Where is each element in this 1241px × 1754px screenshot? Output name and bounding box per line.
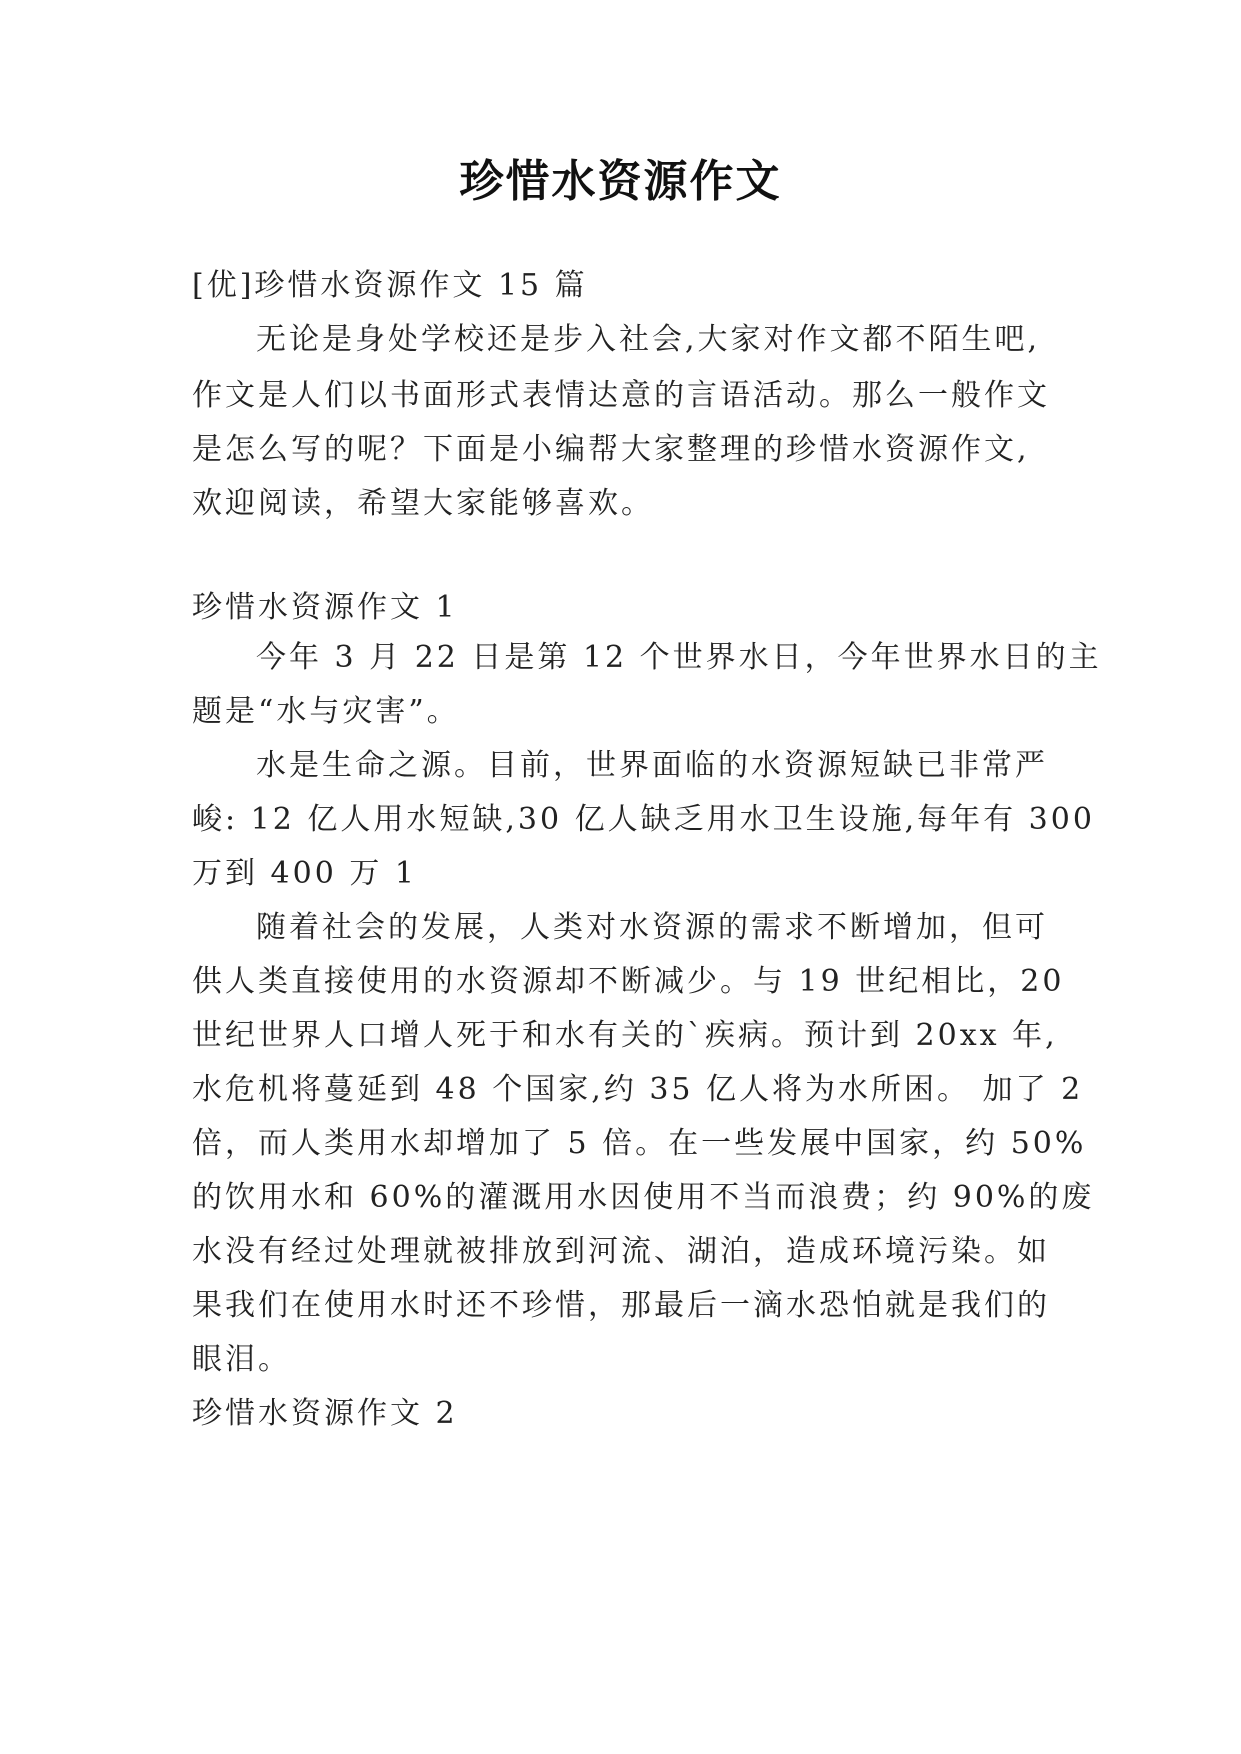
intro-line-1: 无论是身处学校还是步入社会,大家对作文都不陌生吧, [256,322,1041,357]
section-1-p2-line-1: 水是生命之源。目前，世界面临的水资源短缺已非常严 [256,748,1048,783]
intro-line-4: 欢迎阅读，希望大家能够喜欢。 [192,486,654,521]
section-1-p3-line-2: 供人类直接使用的水资源却不断减少。与 19 世纪相比，20 [192,964,1065,999]
section-1-p3-line-4: 水危机将蔓延到 48 个国家,约 35 亿人将为水所困。 加了 2 [192,1072,1084,1107]
intro-line-3: 是怎么写的呢？下面是小编帮大家整理的珍惜水资源作文, [192,432,1030,467]
section-1-p3-line-3: 世纪世界人口增人死于和水有关的`疾病。预计到 20xx 年, [192,1018,1058,1053]
section-1-p1-line-1: 今年 3 月 22 日是第 12 个世界水日，今年世界水日的主 [256,640,1102,675]
section-1-p3-line-7: 水没有经过处理就被排放到河流、湖泊，造成环境污染。如 [192,1234,1050,1269]
section-2-heading: 珍惜水资源作文 2 [192,1396,458,1431]
section-1-heading: 珍惜水资源作文 1 [192,590,458,625]
section-1-p3-line-9: 眼泪。 [192,1342,291,1377]
document-subtitle: [优]珍惜水资源作文 15 篇 [192,268,588,303]
document-title: 珍惜水资源作文 [459,156,782,207]
section-1-p3-line-5: 倍，而人类用水却增加了 5 倍。在一些发展中国家，约 50% [192,1126,1087,1161]
section-1-p3-line-1: 随着社会的发展，人类对水资源的需求不断增加，但可 [256,910,1048,945]
section-1-p2-line-3: 万到 400 万 1 [192,856,417,891]
section-1-p1-line-2: 题是“水与灾害”。 [192,694,460,729]
section-1-p3-line-8: 果我们在使用水时还不珍惜，那最后一滴水恐怕就是我们的 [192,1288,1050,1323]
intro-line-2: 作文是人们以书面形式表情达意的言语活动。那么一般作文 [192,378,1050,413]
section-1-p2-line-2: 峻: 12 亿人用水短缺,30 亿人缺乏用水卫生设施,每年有 300 [192,802,1095,837]
section-1-p3-line-6: 的饮用水和 60%的灌溉用水因使用不当而浪费；约 90%的废 [192,1180,1095,1215]
